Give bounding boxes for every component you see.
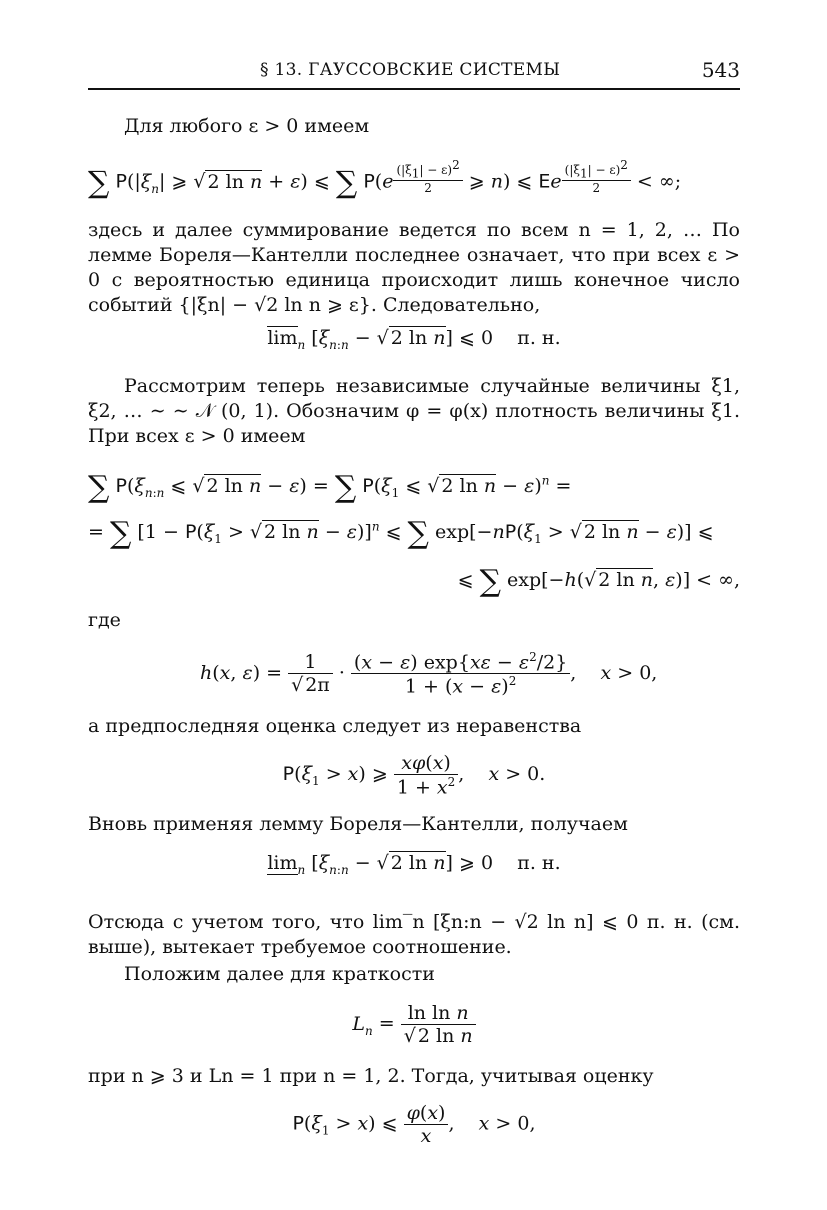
running-header (88, 58, 740, 90)
formula-5: ⩽ ∑ exp[−h(√ 2 ln n, ε)] < ∞, (457, 564, 740, 599)
chapter-title: § 13. ГАУССОВСКИЕ СИСТЕМЫ (260, 60, 561, 80)
book-page (88, 0, 740, 1210)
paragraph-5: а предпоследняя оценка следует из неравенства (88, 715, 582, 737)
paragraph-8: Положим далее для краткости (124, 963, 435, 985)
page-number: 543 (701, 58, 740, 82)
paragraph-6: Вновь применяя лемму Бореля—Кантелли, получаем (88, 813, 628, 835)
paragraph-9: при n ⩾ 3 и Ln = 1 при n = 1, 2. Тогда, учитывая оценку (88, 1065, 654, 1087)
formula-7: $P(\xi_1 > x)$ ⩾ $\frac{x\varphi(x)}{1 + x^2}$ , x > 0. (282, 752, 546, 799)
formula-4: = ∑ [$1 - P(\xi_1$ > √ 2 ln n − ε)]$^n$ ⩽ ∑ $\exp[-nP(\xi_1$ > √ 2 ln n − ε)] ⩽ (88, 516, 714, 551)
formula-6: h(x, ε) = $\frac{1}{√ 2\pi}$ · $\frac{(x - \varepsilon) \exp\{x\varepsilon - \varepsilon^2/2\}}{1 + (x - \varepsilon)^2}$ , x > 0, (200, 650, 658, 698)
formula-3: ∑ $P(\xi_{n:n}$ ⩽ √ 2 ln n − ε) = ∑ $P(\xi_1$ ⩽ √ 2 ln n − ε)$^n$ = (88, 470, 572, 505)
formula-9: $L_n$ = $\frac{\text{ln ln n}}{\text{√ 2 ln n}}$ (88, 1002, 740, 1047)
paragraph-7: Отсюда с учетом того, что lim‾n [ξn:n − √2 ln n] ⩽ 0 п. н. (см. выше), вытекает требуемое соотношение. (88, 911, 740, 958)
paragraph-3: Рассмотрим теперь независимые случайные величины ξ1, ξ2, … ∼ ∼ 𝒩 (0, 1). Обозначим φ = φ(x) плотность величины ξ1. При всех ε > 0 имеем (88, 375, 740, 447)
formula-10: $P(\xi_1 > x)$ ⩽ $\frac{\varphi(x)}{x}$ , x > 0, (292, 1102, 536, 1147)
formula-8: $\lim_n [\xi_{n:n}$ − √ 2 ln n] ⩾ 0 п. н. (267, 852, 561, 877)
formula-1: ∑ $P(|\xi_n|$ ⩾ √ 2 ln n + ε) ⩽ ∑ P(e $^{\frac{(|\xi_1| - \varepsilon)^2}{2}}$ ⩾ n) ⩽ Ee $^{\frac{(|\xi_1| - \varepsilon)^2}{2}}$ < ∞; (88, 158, 682, 201)
paragraph-1: Для любого ε > 0 имеем (124, 115, 370, 137)
formula-2: $\lim_n [\xi_{n:n}$ − √ 2 ln n] ⩽ 0 п. н. (267, 327, 561, 352)
paragraph-4: где (88, 609, 121, 631)
paragraph-2: здесь и далее суммирование ведется по всем n = 1, 2, … По лемме Бореля—Кантелли последнее означает, что при всех ε > 0 с вероятностью единица происходит лишь конечное число событий {|ξn| − √2 ln n ⩾ ε}. Следовательно, (88, 219, 740, 316)
